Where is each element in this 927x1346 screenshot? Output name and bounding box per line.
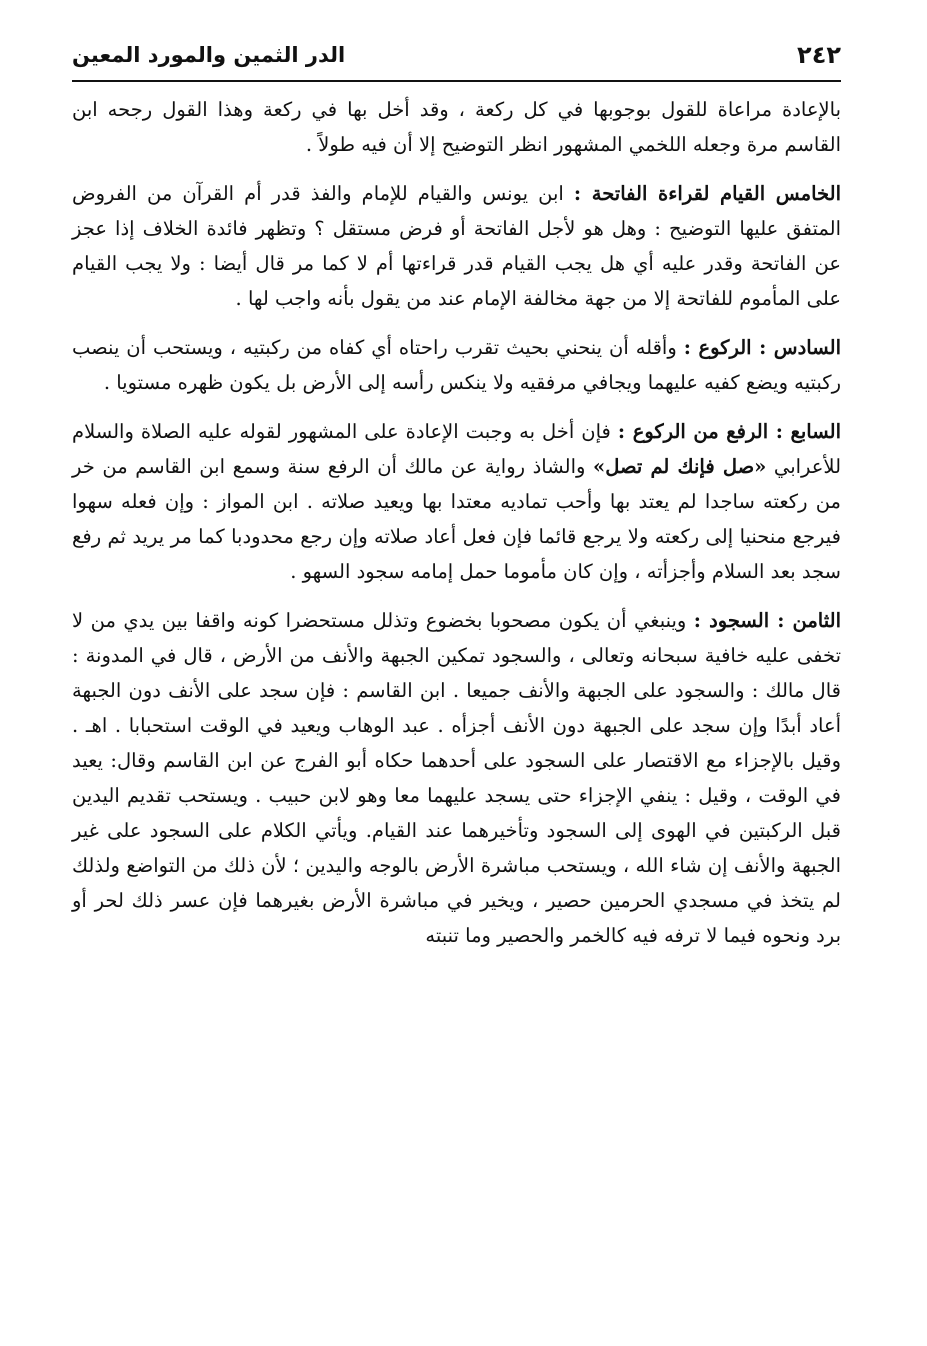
paragraph-eighth-prostration [72,603,841,953]
page-header [72,38,841,72]
paragraph-text: والشاذ رواية عن مالك أن الرفع سنة وسمع ابن القاسم من خر من ركعته ساجدا لم يعتد بها وأحب تماديه معتدا بها ويعيد صلاته . ابن المواز : وإن فعله سهوا فيرجع منحنيا إلى ركعته ولا يرجع قائما فإن فعل أعاد صلاته وإن رجع محدودبا كما مر يريد ثم رفع سجد بعد السلام وأجزأته ، وإن كان مأموما حمل إمامه سجود السهو . [72,455,841,583]
body-text [72,92,841,967]
section-heading: السادس : الركوع : [683,336,841,359]
paragraph-continuation [72,92,841,162]
paragraph-fifth-standing [72,176,841,316]
paragraph-text: ابن يونس والقيام للإمام والفذ قدر أم القرآن من الفروض المتفق عليها التوضيح : وهل هو لأجل الفاتحة أو فرض مستقل ؟ وتظهر فائدة الخلاف إذا عجز عن الفاتحة وقدر عليه أي هل يجب القيام قدر قراءتها أم لا كما مر قال أيضا : ولا يجب القيام على المأموم للفاتحة إلا من جهة مخالفة الإمام عند من يقول بأنه واجب لها . [72,182,841,310]
section-heading: الخامس القيام لقراءة الفاتحة : [573,182,841,205]
paragraph-sixth-bowing [72,330,841,400]
paragraph-seventh-rising [72,414,841,589]
paragraph-text: وأقله أن ينحني بحيث تقرب راحتاه أي كفاه من ركبتيه ، ويستحب أن ينصب ركبتيه ويضع كفيه عليهما ويجافي مرفقيه ولا ينكس رأسه إلى الأرض بل يكون ظهره مستويا . [72,336,841,394]
header-divider [72,80,841,82]
paragraph-text: فإن أخل به وجبت الإعادة على المشهور لقوله عليه الصلاة والسلام للأعرابي [72,420,842,478]
hadith-quote: «صل فإنك لم تصل» [593,455,767,478]
running-title: الدر الثمين والمورد المعين [72,43,346,67]
section-heading: الثامن : السجود : [693,609,841,632]
section-heading: السابع : الرفع من الركوع : [617,420,842,443]
paragraph-text: بالإعادة مراعاة للقول بوجوبها في كل ركعة ، وقد أخل بها في ركعة وهذا القول رجحه ابن القاسم مرة وجعله اللخمي المشهور انظر التوضيح إلا أن فيه طولاً . [72,98,841,156]
page-number: ٢٤٢ [797,41,841,69]
paragraph-text: وينبغي أن يكون مصحوبا بخضوع وتذلل مستحضرا كونه واقفا بين يدي من لا تخفى عليه خافية سبحانه وتعالى ، والسجود تمكين الجبهة والأنف من الأرض ، قال في المدونة : قال مالك : والسجود على الجبهة والأنف جميعا . ابن القاسم : فإن سجد على الأنف دون الجبهة أعاد أبدًا وإن سجد على الجبهة دون الأنف أجزأه . عبد الوهاب ويعيد في الوقت استحبابا . اهـ . وقيل بالإجزاء مع الاقتصار على السجود على أحدهما حكاه أبو الفرج عن ابن القاسم وقال: يعيد في الوقت ، وقيل : ينفي الإجزاء حتى يسجد عليهما معا وهو لابن حبيب . ويستحب تقديم اليدين قبل الركبتين في الهوى إلى السجود وتأخيرهما عند القيام. ويأتي الكلام على السجود على غير الجبهة والأنف إن شاء الله ، ويستحب مباشرة الأرض بالوجه واليدين ؛ لأن ذلك من التواضع ولذلك لم يتخذ في مسجدي الحرمين حصير ، ويخير في مباشرة الأرض بغيرهما فإن عسر ذلك لحر أو برد ونحوه فيما لا ترفه فيه كالخمر والحصير وما تنبته [72,609,841,947]
